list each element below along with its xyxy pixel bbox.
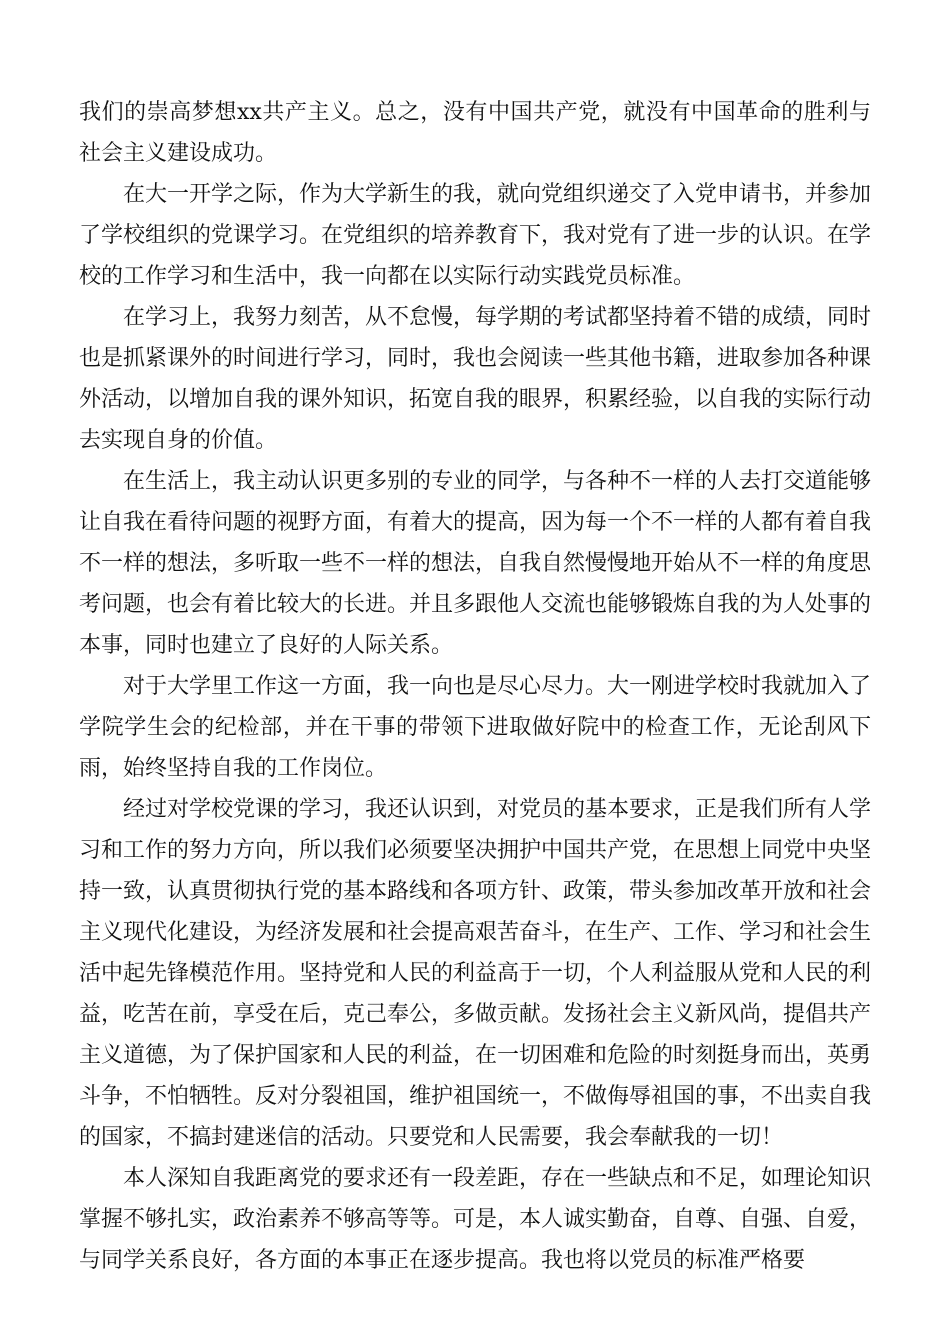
paragraph-self-assessment: 本人深知自我距离党的要求还有一段差距，存在一些缺点和不足，如理论知识掌握不够扎实，政治素养不够高等等。可是，本人诚实勤奋，自尊、自强、自爱，与同学关系良好，各方面的本事正在逐步提高。我也将以党员的标准严格要 xyxy=(79,1166,872,1273)
paragraph-life: 在生活上，我主动认识更多别的专业的同学，与各种不一样的人去打交道能够让自我在看待问题的视野方面，有着大的提高，因为每一个不一样的人都有着自我不一样的想法，多听取一些不一样的想法，自我自然慢慢地开始从不一样的角度思考问题，也会有着比较大的长进。并且多跟他人交流也能够锻炼自我的为人处事的本事，同时也建立了良好的人际关系。 xyxy=(79,469,872,658)
document-body xyxy=(79,92,871,1281)
paragraph-study: 在学习上，我努力刻苦，从不怠慢，每学期的考试都坚持着不错的成绩，同时也是抓紧课外的时间进行学习，同时，我也会阅读一些其他书籍，进取参加各种课外活动，以增加自我的课外知识，拓宽自我的眼界，积累经验，以自我的实际行动去实现自身的价值。 xyxy=(79,305,872,453)
paragraph-party-application: 在大一开学之际，作为大学新生的我，就向党组织递交了入党申请书，并参加了学校组织的党课学习。在党组织的培养教育下，我对党有了进一步的认识。在学校的工作学习和生活中，我一向都在以实际行动实践党员标准。 xyxy=(79,182,872,289)
paragraph-work: 对于大学里工作这一方面，我一向也是尽心尽力。大一刚进学校时我就加入了学院学生会的纪检部，并在干事的带领下进取做好院中的检查工作，无论刮风下雨，始终坚持自我的工作岗位。 xyxy=(79,674,872,781)
paragraph-party-course: 经过对学校党课的学习，我还认识到，对党员的基本要求，正是我们所有人学习和工作的努力方向，所以我们必须要坚决拥护中国共产党，在思想上同党中央坚持一致，认真贯彻执行党的基本路线和各项方针、政策，带头参加改革开放和社会主义现代化建设，为经济发展和社会提高艰苦奋斗，在生产、工作、学习和社会生活中起先锋模范作用。坚持党和人民的利益高于一切，个人利益服从党和人民的利益，吃苦在前，享受在后，克己奉公，多做贡献。发扬社会主义新风尚，提倡共产主义道德，为了保护国家和人民的利益，在一切困难和危险的时刻挺身而出，英勇斗争，不怕牺牲。反对分裂祖国，维护祖国统一，不做侮辱祖国的事，不出卖自我的国家，不搞封建迷信的活动。只要党和人民需要，我会奉献我的一切！ xyxy=(79,797,872,1150)
paragraph-continuation: 我们的崇高梦想xx共产主义。总之，没有中国共产党，就没有中国革命的胜利与社会主义建设成功。 xyxy=(79,100,871,166)
